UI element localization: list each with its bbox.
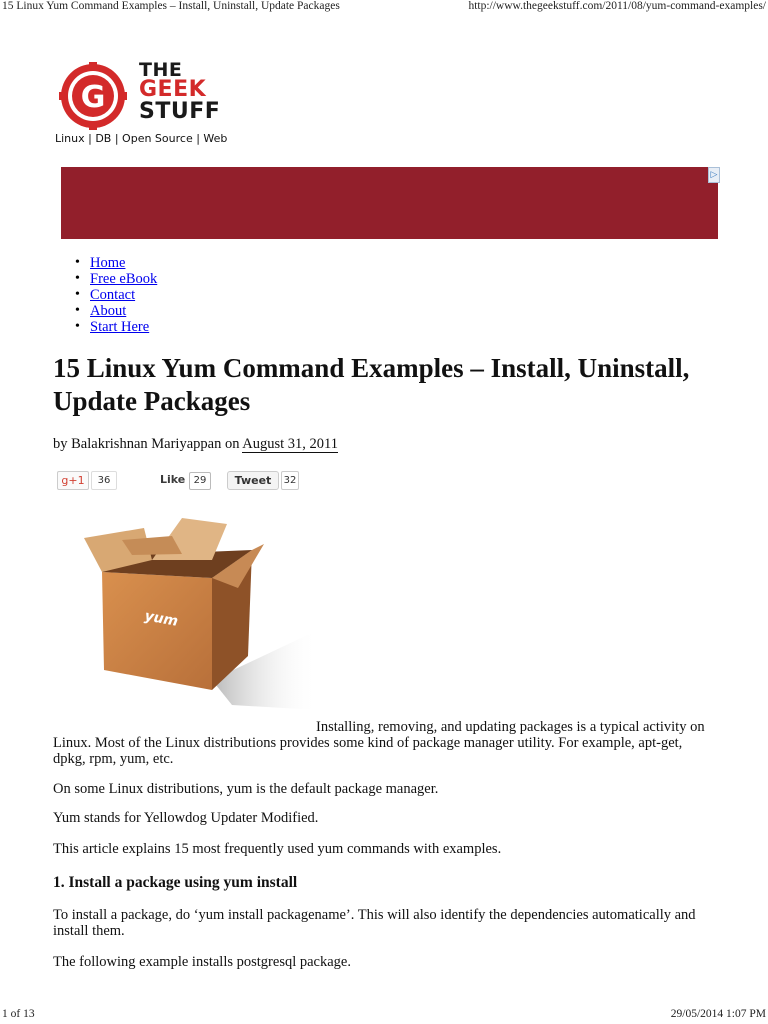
nav-link-home[interactable]: Home — [90, 255, 126, 271]
article-byline — [53, 436, 338, 453]
nav-item-start-here — [72, 319, 157, 335]
paragraph: Yum stands for Yellowdog Updater Modified. — [53, 810, 319, 826]
box-label-text: yum — [143, 608, 180, 630]
print-header — [0, 0, 768, 16]
print-footer — [0, 1008, 768, 1022]
social-buttons — [57, 471, 317, 491]
nav-link-contact[interactable]: Contact — [90, 287, 136, 303]
intro-paragraph: Installing, removing, and updating packages is a typical activity on Linux. Most of the Linux distributions provides some kind of package manager utility. For example, apt-get, dpkg, rpm, yum, etc. — [53, 719, 705, 767]
paragraph: The following example installs postgresql package. — [53, 954, 351, 970]
facebook-like-button[interactable]: Like — [160, 473, 186, 486]
main-nav — [72, 255, 157, 335]
cardboard-box-icon — [62, 510, 318, 710]
google-plus-button[interactable]: g+1 — [57, 471, 89, 490]
nav-link-start-here[interactable]: Start Here — [90, 319, 150, 335]
ad-banner[interactable] — [61, 167, 718, 239]
article-title: 15 Linux Yum Command Examples – Install, Uninstall, Update Packages — [53, 353, 690, 416]
nav-item-free-ebook — [72, 271, 157, 287]
facebook-like-count: 29 — [189, 472, 211, 490]
svg-text:G: G — [80, 80, 106, 115]
tweet-button[interactable]: Tweet — [227, 471, 279, 490]
print-header-title: 15 Linux Yum Command Examples – Install, Uninstall, Update Packages — [2, 0, 340, 12]
logo-word-geek: GEEK — [139, 77, 207, 102]
nav-item-about — [72, 303, 157, 319]
paragraph: On some Linux distributions, yum is the default package manager. — [53, 781, 439, 797]
section-heading: 1. Install a package using yum install — [53, 874, 298, 891]
article-date-link[interactable]: August 31, 2011 — [242, 436, 339, 452]
logo-word-the: THE — [139, 59, 183, 81]
nav-link-about[interactable]: About — [90, 303, 127, 319]
paragraph: This article explains 15 most frequently used yum commands with examples. — [53, 841, 502, 857]
site-logo[interactable] — [55, 60, 255, 150]
nav-item-contact — [72, 287, 157, 303]
logo-word-stuff: STUFF — [139, 99, 221, 124]
yum-box-image — [62, 510, 318, 710]
nav-link-free-ebook[interactable]: Free eBook — [90, 271, 158, 287]
gear-g-logo-icon — [55, 60, 135, 140]
page-number: 1 of 13 — [2, 1008, 35, 1020]
tweet-count: 32 — [281, 471, 299, 490]
print-datetime: 29/05/2014 1:07 PM — [670, 1008, 766, 1020]
google-plus-count: 36 — [91, 471, 117, 490]
nav-item-home — [72, 255, 157, 271]
paragraph: To install a package, do ‘yum install packagename’. This will also identify the dependencies automatically and install them. — [53, 907, 696, 939]
logo-tagline: Linux | DB | Open Source | Web — [55, 132, 228, 145]
byline-author: by Balakrishnan Mariyappan on — [53, 436, 240, 452]
print-header-url: http://www.thegeekstuff.com/2011/08/yum-command-examples/ — [468, 0, 766, 12]
ad-choices-icon[interactable]: ▷ — [708, 167, 720, 183]
